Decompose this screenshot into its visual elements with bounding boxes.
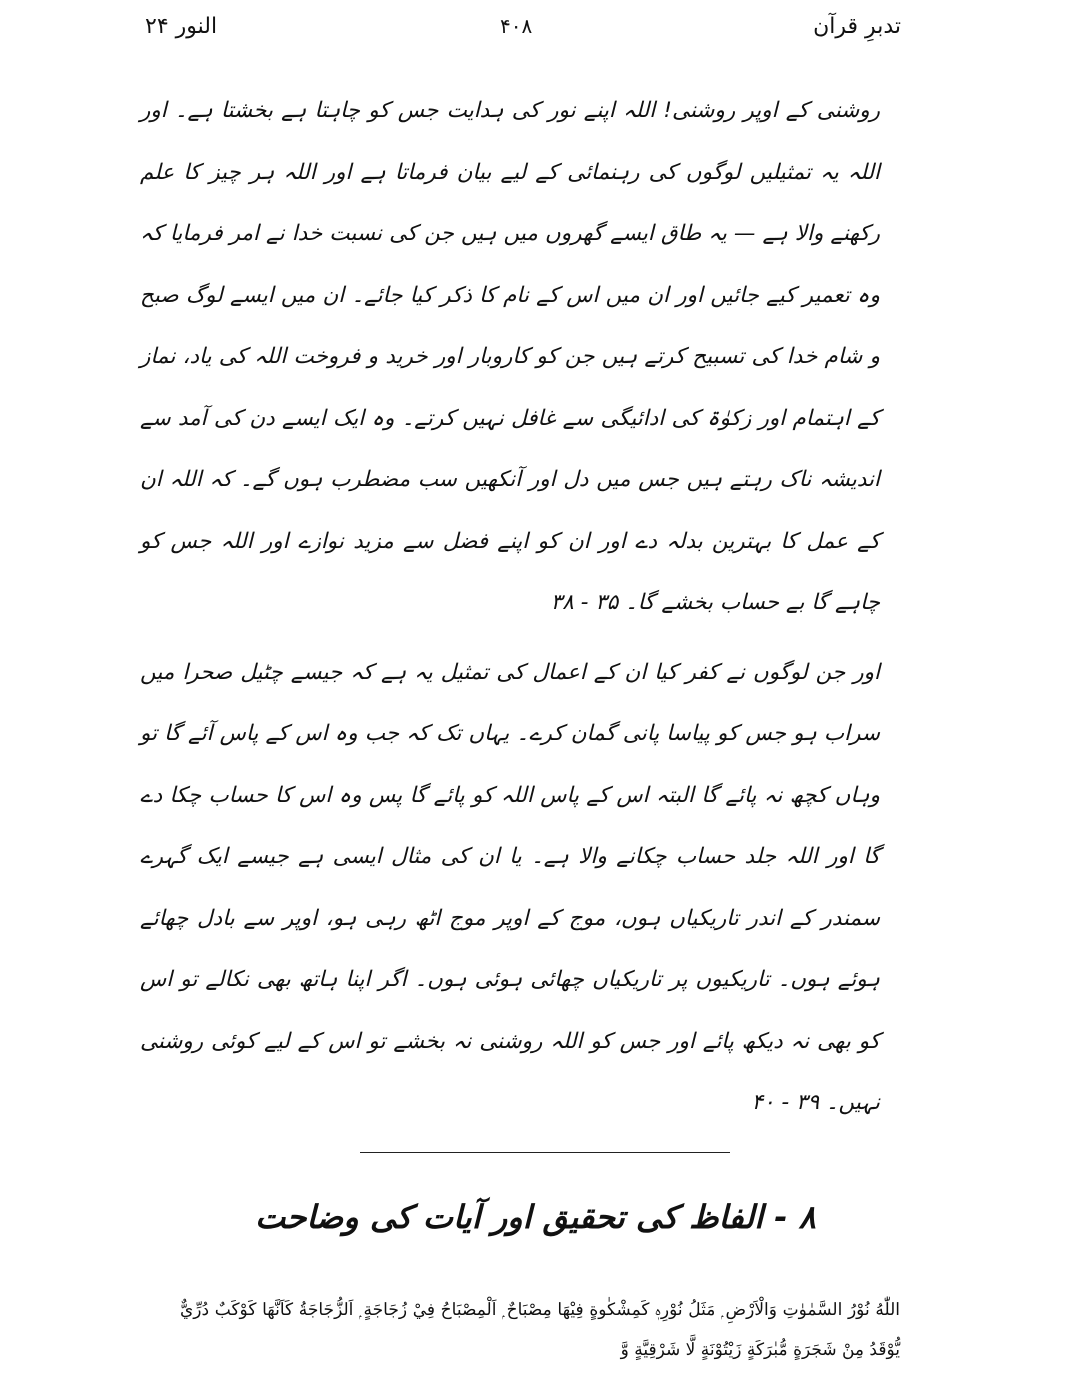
page-number: ۴۰۸ [500, 14, 533, 38]
surah-name: النور ۲۴ [145, 14, 218, 39]
paragraph-1: روشنی کے اوپر روشنی! اللہ اپنے نور کی ہدایت جس کو چاہتا ہے بخشتا ہے۔ اور اللہ یہ تمثیلیں لوگوں کی رہنمائی کے لیے بیان فرماتا ہے اور اللہ ہر چیز کا علم رکھنے والا ہے — یہ طاق ایسے گھروں میں ہیں جن کی نسبت خدا نے امر فرمایا کہ وہ تعمیر کیے جائیں اور ان میں اس کے نام کا ذکر کیا جائے۔ ان میں ایسے لوگ صبح و شام خدا کی تسبیح کرتے ہیں جن کو کاروبار اور خرید و فروخت اللہ کی یاد، نماز کے اہتمام اور زکوٰۃ کی ادائیگی سے غافل نہیں کرتے۔ وہ ایک ایسے دن کی آمد سے اندیشہ ناک رہتے ہیں جس میں دل اور آنکھیں سب مضطرب ہوں گے۔ کہ اللہ ان کے عمل کا بہترین بدلہ دے اور ان کو اپنے فضل سے مزید نوازے اور اللہ جس کو چاہے گا بے حساب بخشے گا۔ ۳۵ - ۳۸ [140, 98, 880, 615]
quran-ayah-text: اللّٰهُ نُوْرُ السَّمٰوٰتِ وَالْاَرْضِ ۭ مَثَلُ نُوْرِهٖ كَمِشْكٰوةٍ فِيْهَا مِصْبَاحٌ ۭ اَلْمِصْبَاحُ فِيْ زُجَاجَةٍ ۭ اَلزُّجَاجَةُ كَاَنَّهَا كَوْكَبٌ دُرِّيٌّ يُّوْقَدُ مِنْ شَجَرَةٍ مُّبٰرَكَةٍ زَيْتُوْنَةٍ لَّا شَرْقِيَّةٍ وَّ [180, 1300, 900, 1360]
section-divider [360, 1152, 730, 1153]
page-header [0, 8, 1071, 48]
translation-text [140, 80, 880, 1134]
section-heading: ۸ - الفاظ کی تحقیق اور آیات کی وضاحت [255, 1198, 816, 1236]
book-title: تدبرِ قرآن [813, 14, 901, 39]
paragraph-2: اور جن لوگوں نے کفر کیا ان کے اعمال کی تمثیل یہ ہے کہ جیسے چٹیل صحرا میں سراب ہو جس کو پیاسا پانی گمان کرے۔ یہاں تک کہ جب وہ اس کے پاس آئے گا تو وہاں کچھ نہ پائے گا البتہ اس کے پاس اللہ کو پائے گا پس وہ اس کا حساب چکا دے گا اور اللہ جلد حساب چکانے والا ہے۔ یا ان کی مثال ایسی ہے جیسے ایک گہرے سمندر کے اندر تاریکیاں ہوں، موج کے اوپر موج اٹھ رہی ہو، اوپر سے بادل چھائے ہوئے ہوں۔ تاریکیوں پر تاریکیاں چھائی ہوئی ہوں۔ اگر اپنا ہاتھ بھی نکالے تو اس کو بھی نہ دیکھ پائے اور جس کو اللہ روشنی نہ بخشے تو اس کے لیے کوئی روشنی نہیں۔ ۳۹ - ۴۰ [140, 659, 880, 1115]
